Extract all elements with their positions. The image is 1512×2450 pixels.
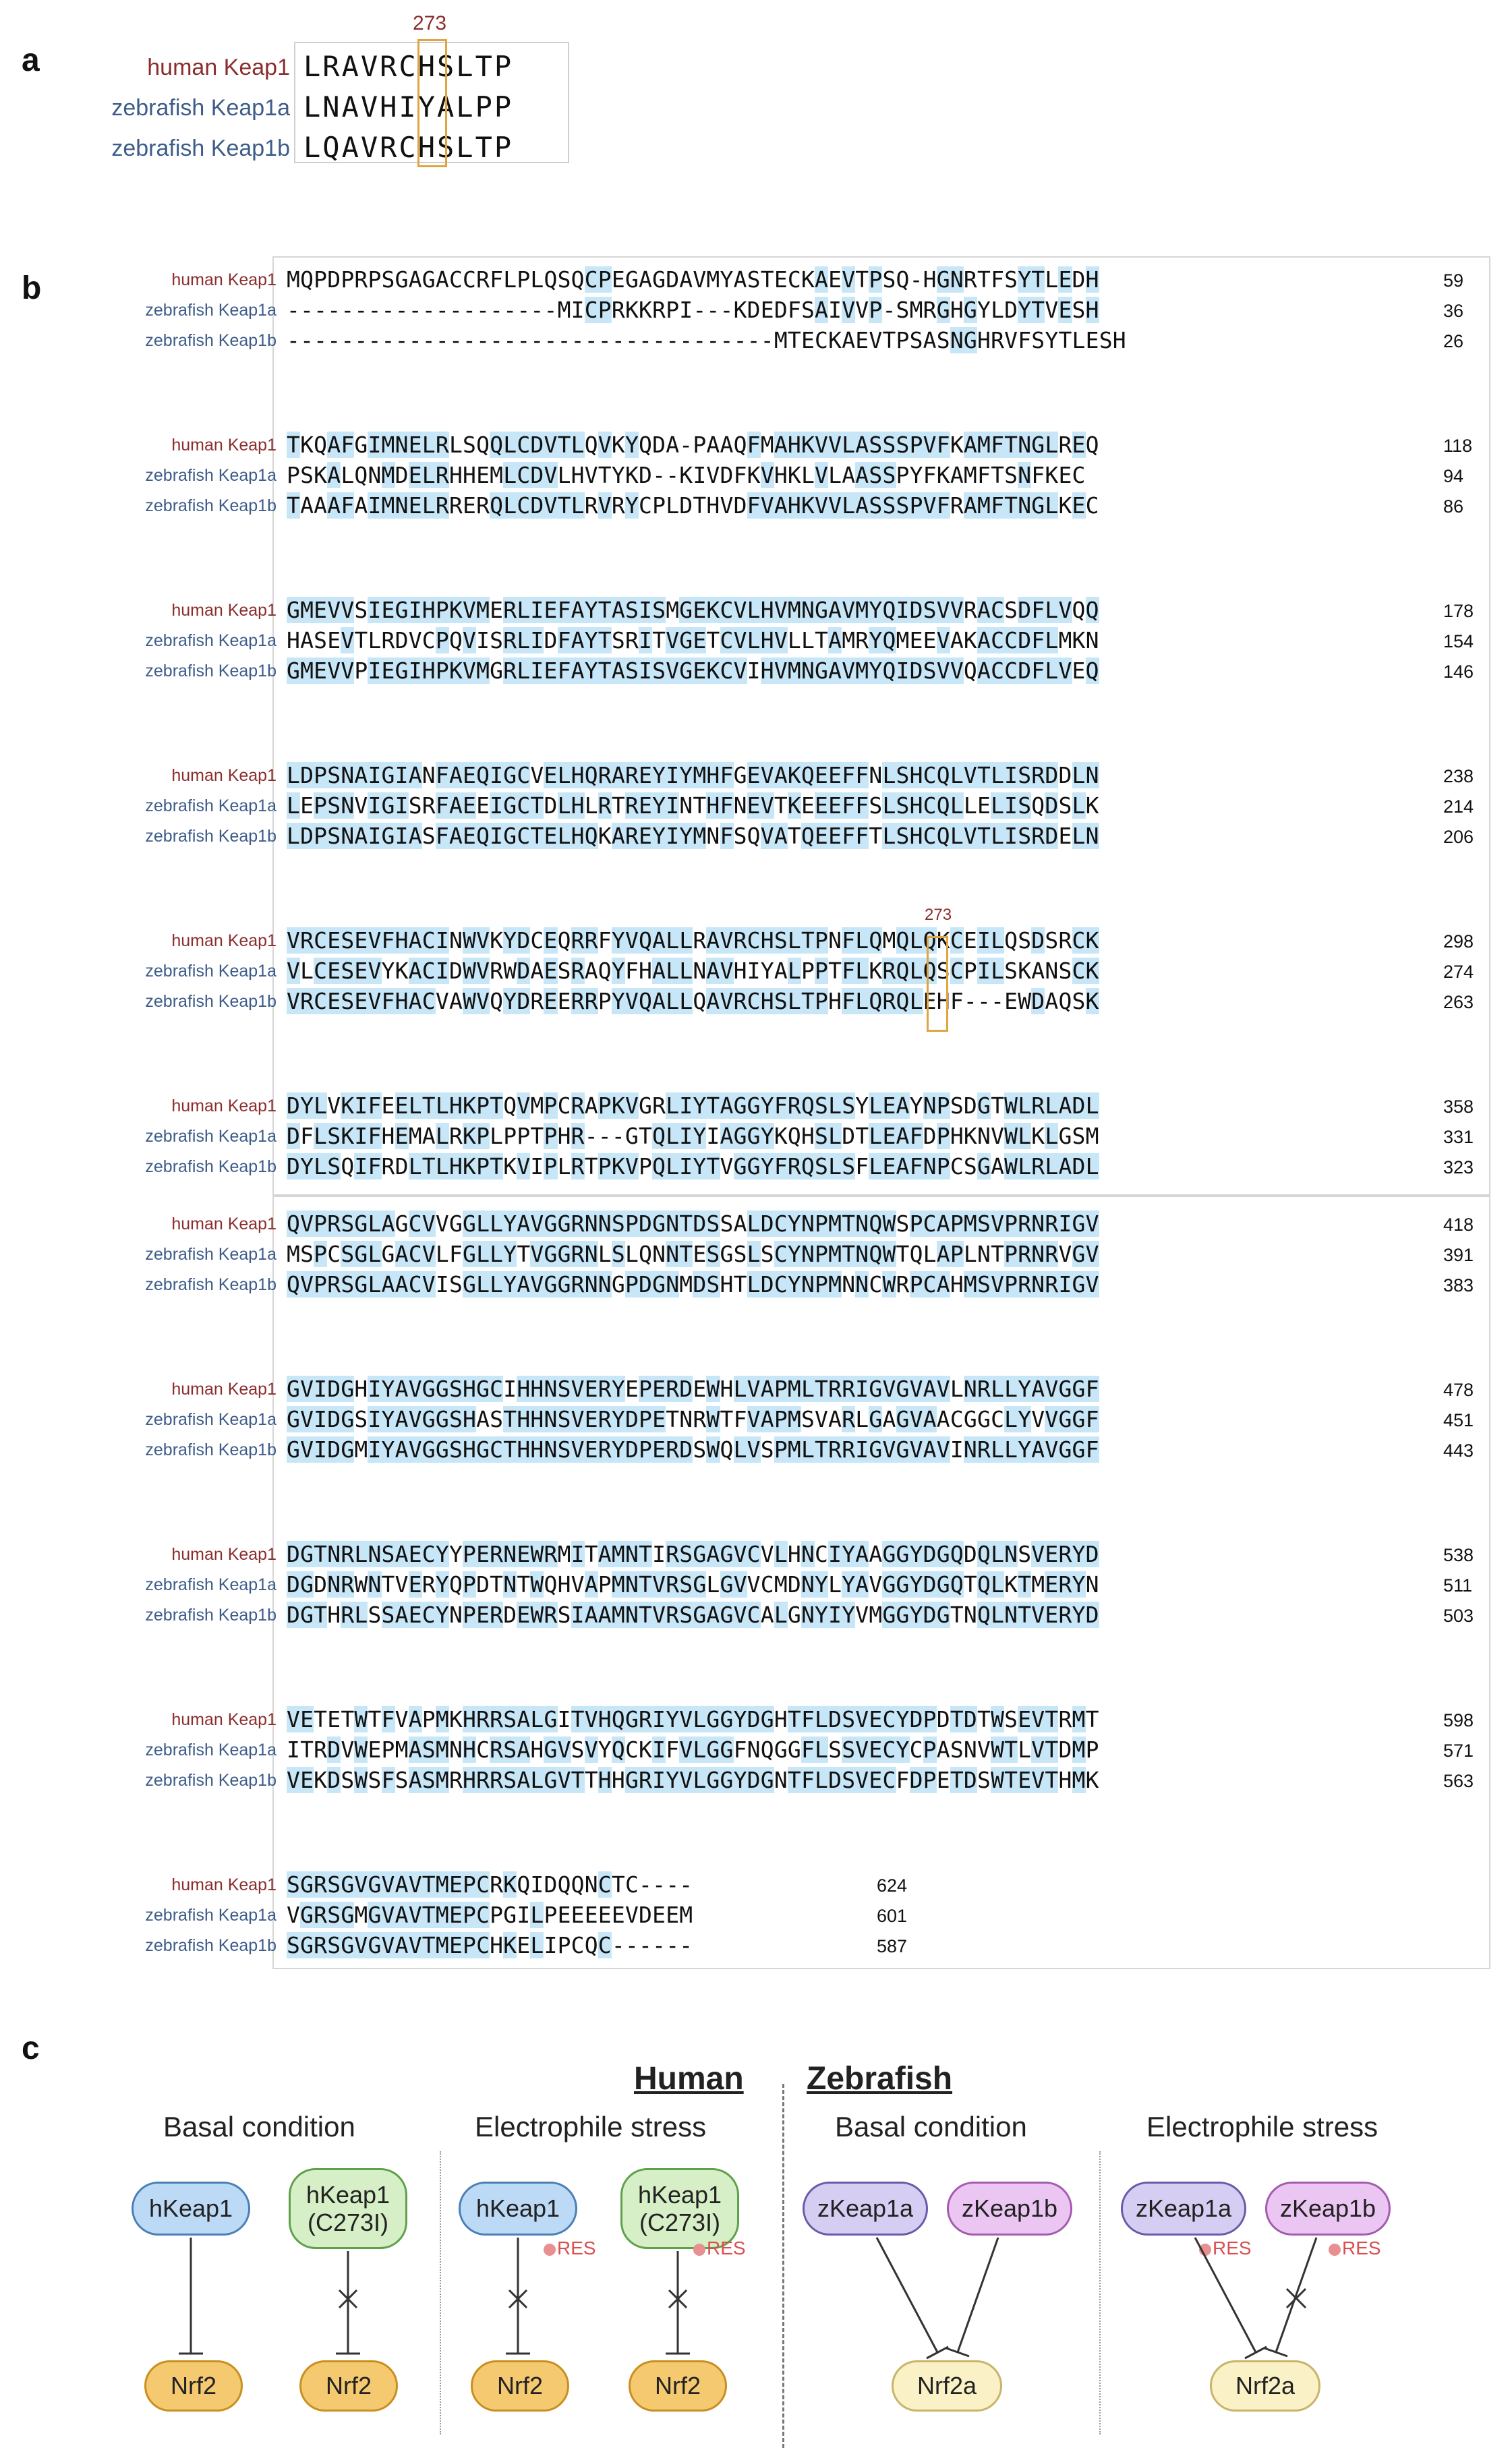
- alignment-label: zebrafish Keap1b: [145, 1606, 277, 1625]
- alignment-label: human Keap1: [171, 1215, 277, 1233]
- node-nrf2-1: Nrf2: [144, 2360, 243, 2412]
- alignment-residue-number: 478: [1443, 1380, 1474, 1400]
- alignment-residue-number: 214: [1443, 796, 1474, 817]
- node-hkeap1-c273i-stress-line1: hKeap1: [637, 2180, 722, 2209]
- alignment-label: zebrafish Keap1a: [145, 1410, 277, 1429]
- node-nrf2-3: Nrf2: [471, 2360, 569, 2412]
- alignment-label: human Keap1: [171, 1710, 277, 1729]
- alignment-sequence: VETETWTFVAPMKHRRSALGITVHQGRIYVLGGYDGHTFLDSVECYDPDTDTWSEVTRMT: [287, 1706, 1099, 1732]
- alignment-residue-number: 624: [877, 1875, 908, 1896]
- node-zkeap1b-stress: zKeap1b: [1265, 2182, 1391, 2236]
- block-cross-4: [1287, 2289, 1306, 2308]
- alignment-residue-number: 601: [877, 1906, 908, 1926]
- alignment-residue-number: 451: [1443, 1410, 1474, 1430]
- panel-a-seq-human: LRAVRCHSLTP: [303, 50, 514, 83]
- node-zkeap1a-basal: zKeap1a: [803, 2182, 928, 2236]
- alignment-residue-number: 59: [1443, 270, 1464, 291]
- panel-a-seq-zebrafish-a: LNAVHIYALPP: [303, 90, 514, 123]
- alignment-label: zebrafish Keap1b: [145, 992, 277, 1011]
- alignment-sequence: LDPSNAIGIANFAEQIGCVELHQRAREYIYMHFGEVAKQEEFFNLSHCQLVTLISRDDLN: [287, 762, 1099, 788]
- alignment-sequence: QVPRSGLAGCVVGGLLYAVGGRNNSPDGNTDSSALDCYNPMTNQWSPCAPMSVPRNRIGV: [287, 1211, 1099, 1237]
- inhibition-line-7: [1195, 2238, 1256, 2352]
- alignment-sequence: DYLVKIFEELTLHKPTQVMPCRAPKVGRLIYTAGGYFRQSLSYLEAYNPSDGTWLRLADL: [287, 1092, 1099, 1119]
- alignment-residue-number: 391: [1443, 1245, 1474, 1265]
- alignment-sequence: GVIDGMIYAVGGSHGCTHHNSVERYDPERDSWQLVSPMLTRRIGVGVAVINRLLYAVGGF: [287, 1436, 1099, 1463]
- zebrafish-basal-title: Basal condition: [835, 2111, 1027, 2142]
- alignment-sequence: --------------------MICPRKKRPI---KDEDFSAIVVP-SMRGHGYLDYTVESH: [287, 297, 1099, 323]
- alignment-label: zebrafish Keap1a: [145, 466, 277, 485]
- alignment-residue-number: 418: [1443, 1215, 1474, 1235]
- alignment-residue-number: 538: [1443, 1545, 1474, 1565]
- res-text-2: RES: [707, 2238, 746, 2258]
- inhibition-bar-7: [1245, 2347, 1267, 2358]
- alignment-label: zebrafish Keap1a: [145, 962, 277, 981]
- res-text-1: RES: [557, 2238, 596, 2258]
- node-zkeap1b-basal: zKeap1b: [947, 2182, 1072, 2236]
- alignment-residue-number: 443: [1443, 1440, 1474, 1461]
- node-nrf2a-stress: Nrf2a: [1210, 2360, 1320, 2412]
- alignment-label: zebrafish Keap1b: [145, 496, 277, 515]
- alignment-label: human Keap1: [171, 1875, 277, 1894]
- node-nrf2-2: Nrf2: [299, 2360, 398, 2412]
- alignment-sequence: SGRSGVGVAVTMEPCHKELIPCQC------: [287, 1932, 693, 1958]
- panel-a-label-zebrafish-b: zebrafish Keap1b: [111, 136, 290, 161]
- alignment-residue-number: 298: [1443, 931, 1474, 952]
- alignment-label: zebrafish Keap1b: [145, 1936, 277, 1955]
- alignment-residue-number: 178: [1443, 601, 1474, 621]
- alignment-residue-number: 238: [1443, 766, 1474, 786]
- alignment-label: zebrafish Keap1b: [145, 662, 277, 680]
- alignment-sequence: VLCESEVYKACIDWVRWDAESRAQYFHALLNAVHIYALPPTFLKRQLQSCPILSKANSCK: [287, 958, 1099, 984]
- alignment-sequence: MSPCSGLGACVLFGLLYTVGGRNLSLQNNTESGSLSCYNPMTNQWTQLAPLNTPRNRVGV: [287, 1241, 1099, 1267]
- res-text-4: RES: [1342, 2238, 1381, 2258]
- alignment-label: human Keap1: [171, 436, 277, 455]
- alignment-sequence: LDPSNAIGIASFAEQIGCTELHQKAREYIYMNFSQVATQEEFFTLSHCQLVTLISRDELN: [287, 823, 1099, 849]
- alignment-label: human Keap1: [171, 1097, 277, 1115]
- human-header: Human: [634, 2061, 744, 2097]
- alignment-residue-number: 563: [1443, 1771, 1474, 1791]
- panel-b-letter: b: [22, 270, 42, 306]
- alignment-sequence: DFLSKIFHEMALRKPLPPTPHR---GTQLIYIAGGYKQHSLDTLEAFDPHKNVWLKLGSM: [287, 1123, 1099, 1149]
- alignment-sequence: PSKALQNMDELRHHEMLCDVLHVTYKD--KIVDFKVHKLVLAASSPYFKAMFTSNFKEC: [287, 462, 1086, 488]
- alignment-sequence: HASEVTLRDVCPQVISRLIDFAYTSRITVGETCVLHVLLTAMRYQMEEVAKACCDFLMKN: [287, 627, 1099, 653]
- alignment-sequence: TKQAFGIMNELRLSQQLCDVTLQVKYQDA-PAAQFMAHKVVLASSSPVFKAMFTNGLREQ: [287, 432, 1099, 458]
- alignment-label: zebrafish Keap1b: [145, 827, 277, 846]
- alignment-label: zebrafish Keap1a: [145, 796, 277, 815]
- alignment-residue-number: 146: [1443, 662, 1474, 682]
- node-hkeap1-c273i-basal-line2: (C273I): [307, 2209, 389, 2236]
- alignment-sequence: VRCESEVFHACINWVKYDCEQRRFYVQALLRAVRCHSLTPNFLQMQLQKCEILQSDSRCK: [287, 927, 1099, 954]
- alignment-residue-number: 274: [1443, 962, 1474, 982]
- alignment-sequence: VRCESEVFHACVAWVQYDREERRPYVQALLQAVRCHSLTPHFLQRQLEHF---EWDAQSK: [287, 988, 1099, 1014]
- panel-b-position-label: 273: [925, 906, 952, 924]
- alignment-sequence: SGRSGVGVAVTMEPCRKQIDQQNCTC----: [287, 1871, 693, 1898]
- alignment-label: zebrafish Keap1b: [145, 1771, 277, 1790]
- alignment-label: zebrafish Keap1a: [145, 1906, 277, 1925]
- alignment-label: zebrafish Keap1b: [145, 1157, 277, 1176]
- alignment-residue-number: 86: [1443, 496, 1464, 517]
- alignment-residue-number: 503: [1443, 1606, 1474, 1626]
- inhibition-line-5: [877, 2238, 937, 2352]
- alignment-label: human Keap1: [171, 1380, 277, 1399]
- alignment-label: human Keap1: [171, 1545, 277, 1564]
- alignment-sequence: ITRDVWEPMASMNHCRSAHGVSVYQCKIFVLGGFNQGGFLSSVECYCPASNVWTLVTDMP: [287, 1737, 1099, 1763]
- alignment-label: human Keap1: [171, 601, 277, 620]
- alignment-label: human Keap1: [171, 270, 277, 289]
- panel-a-letter: a: [22, 42, 40, 78]
- alignment-sequence: GVIDGHIYAVGGSHGCIHHNSVERYEPERDEWHLVAPMLTRRIGVGVAVLNRLLYAVGGF: [287, 1376, 1099, 1402]
- node-zkeap1a-stress: zKeap1a: [1121, 2182, 1246, 2236]
- node-hkeap1-basal: hKeap1: [132, 2182, 250, 2236]
- alignment-residue-number: 358: [1443, 1097, 1474, 1117]
- alignment-sequence: TAAAFAIMNELRRERQLCDVTLRVRYCPLDTHVDFVAHKVVLASSSPVFRAMFTNGLKEC: [287, 492, 1099, 519]
- alignment-residue-number: 323: [1443, 1157, 1474, 1177]
- inhibition-line-8: [1276, 2238, 1316, 2352]
- alignment-label: zebrafish Keap1a: [145, 1127, 277, 1146]
- alignment-sequence: GMEVVPIEGIHPKVMGRLIEFAYTASISVGEKCVIHVMNGAVMYQIDSVVQACCDFLVEQ: [287, 658, 1099, 684]
- alignment-label: zebrafish Keap1a: [145, 301, 277, 320]
- alignment-sequence: DYLSQIFRDLTLHKPTKVIPLRTPKVPQLIYTVGGYFRQSLSFLEAFNPCSGAWLRLADL: [287, 1153, 1099, 1179]
- alignment-sequence: QVPRSGLAACVISGLLYAVGGRNNGPDGNMDSHTLDCYNPMNNCWRPCAHMSVPRNRIGV: [287, 1271, 1099, 1297]
- alignment-residue-number: 571: [1443, 1741, 1474, 1761]
- human-basal-title: Basal condition: [163, 2111, 355, 2142]
- panel-c-letter: c: [22, 2031, 40, 2066]
- alignment-sequence: MQPDPRPSGAGACCRFLPLQSQCPEGAGDAVMYASTECKAEVTPSQ-HGNRTFSYTLEDH: [287, 266, 1099, 293]
- alignment-residue-number: 587: [877, 1936, 908, 1956]
- alignment-residue-number: 263: [1443, 992, 1474, 1012]
- alignment-residue-number: 118: [1443, 436, 1473, 456]
- alignment-residue-number: 154: [1443, 631, 1474, 651]
- alignment-sequence: VEKDSWSFSASMRHRRSALGVTTHHGRIYVLGGYDGNTFLDSVECFDPETDSWTEVTHMK: [287, 1767, 1099, 1793]
- alignment-residue-number: 26: [1443, 331, 1464, 351]
- alignment-sequence: GVIDGSIYAVGGSHASTHHNSVERYDPETNRWTFVAPMSVARLGAGVAACGGCLYVVGGF: [287, 1406, 1099, 1432]
- alignment-residue-number: 206: [1443, 827, 1474, 847]
- node-nrf2-4: Nrf2: [629, 2360, 727, 2412]
- panel-a-label-zebrafish-a: zebrafish Keap1a: [111, 95, 290, 121]
- alignment-sequence: ------------------------------------MTECKAEVTPSASNGHRVFSYTLESH: [287, 327, 1126, 353]
- alignment-residue-number: 94: [1443, 466, 1464, 486]
- alignment-label: zebrafish Keap1b: [145, 1275, 277, 1294]
- node-hkeap1-c273i-stress-line2: (C273I): [639, 2209, 721, 2236]
- res-text-3: RES: [1213, 2238, 1252, 2258]
- alignment-residue-number: 383: [1443, 1275, 1474, 1295]
- alignment-label: zebrafish Keap1a: [145, 1741, 277, 1759]
- alignment-label: zebrafish Keap1b: [145, 1440, 277, 1459]
- node-nrf2a-basal: Nrf2a: [892, 2360, 1002, 2412]
- alignment-label: zebrafish Keap1a: [145, 1245, 277, 1264]
- alignment-label: zebrafish Keap1a: [145, 1575, 277, 1594]
- alignment-label: zebrafish Keap1a: [145, 631, 277, 650]
- alignment-sequence: DGDNRWNTVERYQPDTNTWQHVAPMNTVRSGLGVVCMDNYLYAVGGYDGQTQLKTMERYN: [287, 1571, 1099, 1598]
- node-hkeap1-c273i-basal-line1: hKeap1: [306, 2180, 390, 2209]
- alignment-sequence: DGTNRLNSAECYYPERNEWRMITAMNTIRSGAGVCVLHNCIYAAGGYDGQDQLNSVERYD: [287, 1541, 1099, 1567]
- alignment-residue-number: 36: [1443, 301, 1464, 321]
- alignment-residue-number: 511: [1443, 1575, 1473, 1596]
- alignment-sequence: DGTHRLSSAECYNPERDEWRSIAAMNTVRSGAGVCALGNYIYVMGGYDGTNQLNTVERYD: [287, 1602, 1099, 1628]
- human-stress-title: Electrophile stress: [475, 2111, 707, 2142]
- panel-a-seq-zebrafish-b: LQAVRCHSLTP: [303, 131, 514, 164]
- alignment-label: human Keap1: [171, 931, 277, 950]
- zebrafish-header: Zebrafish: [807, 2061, 953, 2097]
- inhibition-bar-5: [927, 2347, 948, 2358]
- node-hkeap1-stress: hKeap1: [459, 2182, 577, 2236]
- panel-a-position-label: 273: [413, 12, 447, 34]
- panel-a-label-human: human Keap1: [147, 55, 290, 80]
- zebrafish-stress-title: Electrophile stress: [1146, 2111, 1378, 2142]
- alignment-sequence: VGRSGMGVAVTMEPCPGILPEEEEEVDEEM: [287, 1902, 693, 1928]
- alignment-sequence: LEPSNVIGISRFAEEIGCTDLHLRTREYINTHFNEVTKEEEFFSLSHCQLLELISQDSLK: [287, 792, 1099, 819]
- alignment-label: zebrafish Keap1b: [145, 331, 277, 350]
- alignment-sequence: GMEVVSIEGIHPKVMERLIEFAYTASISMGEKCVLHVMNGAVMYQIDSVVRACSDFLVQQ: [287, 597, 1099, 623]
- alignment-label: human Keap1: [171, 766, 277, 785]
- inhibition-line-6: [958, 2238, 998, 2352]
- alignment-residue-number: 331: [1443, 1127, 1474, 1147]
- alignment-residue-number: 598: [1443, 1710, 1474, 1730]
